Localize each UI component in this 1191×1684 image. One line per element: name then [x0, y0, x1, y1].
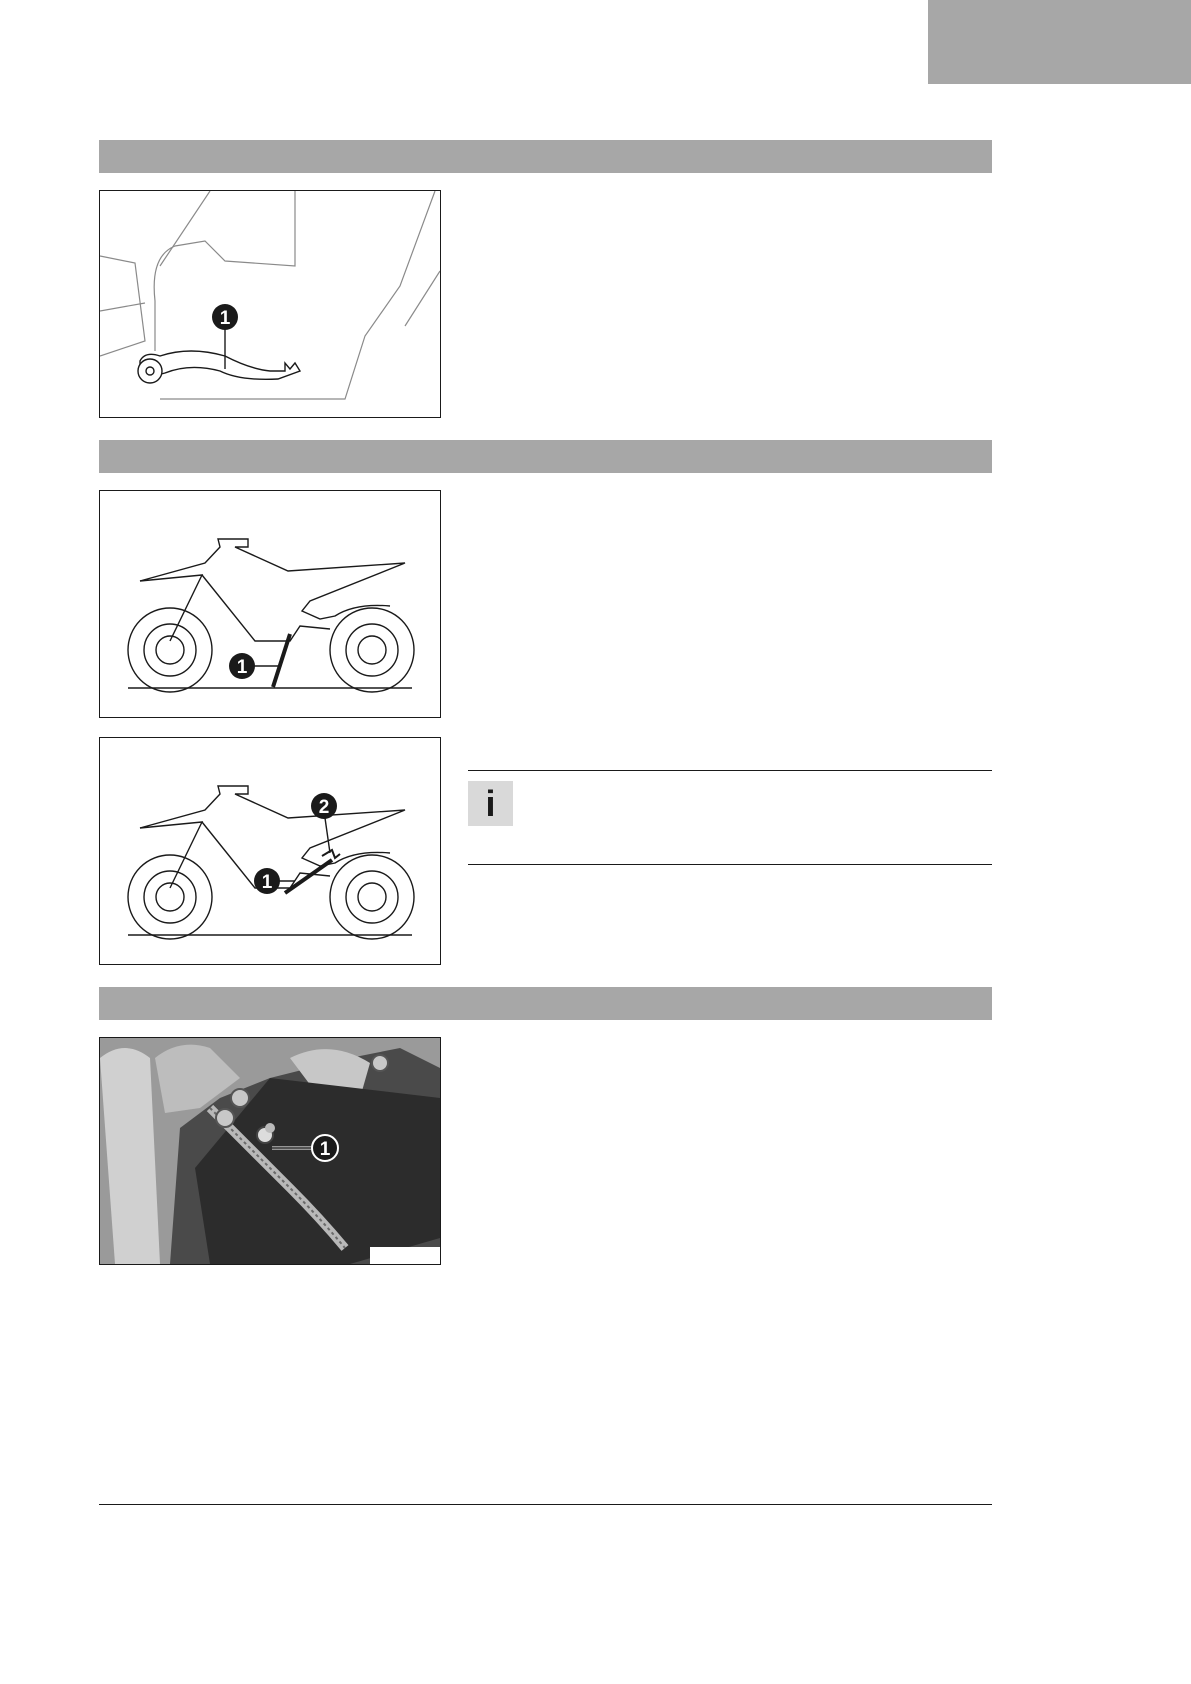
motorcycle-spring-drawing [100, 738, 440, 964]
callout-1-label: 1 [319, 1139, 331, 1160]
figure-side-stand-spring [99, 737, 441, 965]
note-top-rule [468, 770, 992, 771]
info-glyph: i [485, 782, 496, 824]
info-icon [468, 781, 513, 826]
footer-rule [99, 1504, 992, 1505]
figure-kick-starter [99, 190, 441, 418]
callout-1-label: 1 [261, 872, 273, 893]
section-header-bar-1 [99, 140, 992, 173]
callout-2-label: 2 [318, 797, 330, 818]
corner-tab [928, 0, 1191, 84]
figure-headlight-photo [99, 1037, 441, 1265]
note-bottom-rule [468, 864, 992, 865]
callout-1-label: 1 [236, 657, 248, 678]
headlight-photo-drawing [100, 1038, 440, 1264]
section-header-bar-3 [99, 987, 992, 1020]
kick-starter-drawing [100, 191, 440, 417]
section-header-bar-2 [99, 440, 992, 473]
figure-side-stand-down [99, 490, 441, 718]
motorcycle-stand-drawing [100, 491, 440, 717]
callout-1-label: 1 [219, 308, 231, 329]
